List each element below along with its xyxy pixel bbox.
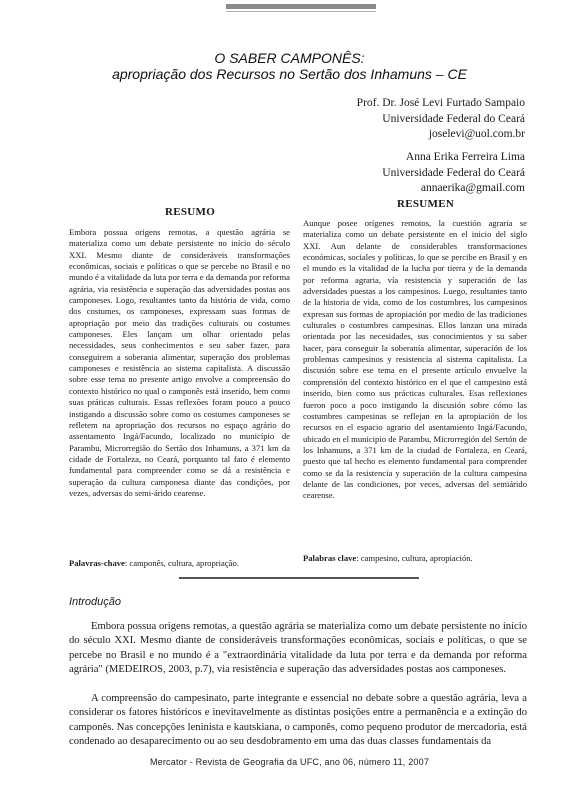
header-rule [226, 4, 376, 9]
author-block-1 [357, 96, 525, 143]
resumen-text: Aunque posee orígenes remotos, la cuestión agraria se materializa como un debate persistente en el inicio del siglo XXI. Aun delante de considerables transformaciones económicas, sociales y políticas, lo que se percibe en Brasil y en el mundo es la vitalidad de la lucha por tierra y de la demanda por reforma agraria, vía resistencia y superación de las adversidades puestas a los campesinos. Luego, resultantes tanto de la historia de vida, como de los costumbres, los campesinos expresan sus formas de apropiación por medio de las tradiciones culturales o costumbres campesinas. Ellos lanzan una mirada orientada por las necesidades, sus conocimientos y su saber hacer, para conseguir la soberanía alimentar, superación de los problemas campesinos y resistencia al sistema capitalista. La discusión sobre ese tema en el presente artículo envuelve la comprensión del contexto histórico en el que el campesino está inserido, bien como sus prácticas culturales. Esas reflexiones fueron poco a poco instigando la discusión sobre cómo las costumbres campesinas se reflejan en la apropiación de los recursos en el espacio agrario del asentamiento Ingá/Facundo, ubicado en el municipio de Parambu, Microrregión del Sertón de los Inhamuns, a 371 km de la ciudad de Fortaleza, en Ceará, puesto que tal hecho es elemento fundamental para comprender como se da la resistencia y superación de la cultura campesina delante de las condiciones, por veces, adversas del semiárido cearense. [303, 218, 527, 501]
author-email: annaerika@gmail.com [420, 182, 525, 194]
author-affiliation: Universidade Federal do Ceará [382, 166, 525, 179]
resumo-heading: RESUMO [165, 206, 216, 218]
author-name: Prof. Dr. José Levi Furtado Sampaio [356, 97, 525, 109]
keywords-value: : campesino, cultura, apropiación. [356, 553, 473, 563]
introduction-paragraph: A compreensão do campesinato, parte integrante e essencial no debate sobre a questão agrária, leva a considerar os fatores históricos e inevitavelmente as distintas posições entre a permanência e a extinção do camponês. Nas concepções leninista e kautskiana, o camponês, como pequeno produtor de mercadoria, está condenado ao desaparecimento ou ao seu desdobramento em uma das duas classes fundamentais da [69, 693, 527, 748]
author-block-2 [382, 150, 525, 197]
section-divider [179, 577, 419, 579]
author-email: joselevi@uol.com.br [428, 128, 525, 140]
author-affiliation: Universidade Federal do Ceará [382, 112, 525, 125]
journal-footer: Mercator - Revista de Geografia da UFC, ano 06, número 11, 2007 [149, 757, 430, 767]
resumen-keywords [303, 553, 473, 563]
introduction-heading: Introdução [69, 596, 121, 608]
keywords-value: : camponês, cultura, apropriação. [124, 558, 239, 568]
resumen-heading: RESUMEN [397, 198, 455, 210]
introduction-paragraph: Embora possua origens remotas, a questão agrária se materializa como um debate persistente no início do século XXI. Mesmo diante de consideráveis transformações econômicas, sociais e políticas, o que se percebe no Brasil e no mundo é a "extraordinária vitalidade da luta por terra e da demanda por reforma agrária" (MEDEIROS, 2003, p.7), via resistência e superação das adversidades postas aos camponeses. [69, 621, 527, 676]
article-subtitle: apropriação dos Recursos no Sertão dos Inhamuns – CE [112, 66, 467, 82]
keywords-label: Palavras-chave [69, 558, 125, 568]
author-name: Anna Erika Ferreira Lima [405, 151, 525, 163]
header-rule-thin [226, 11, 376, 12]
keywords-label: Palabras clave [303, 553, 357, 563]
resumo-keywords [69, 558, 239, 568]
article-title: O SABER CAMPONÊS: [214, 50, 365, 66]
resumo-text: Embora possua origens remotas, a questão agrária se materializa como um debate persistente no início do século XXI. Mesmo diante de consideráveis transformações econômicas, sociais e políticas o que se percebe no Brasil e no mundo é a vitalidade da luta por terra e da demanda por reforma agrária, via resistência e superação das adversidades postas aos camponeses. Logo, resultantes tanto da história de vida, como dos costumes, os camponeses, expressam suas formas de apropriação por meio das tradições culturais ou costumes camponeses. Eles lançam um olhar orientado pelas necessidades, seus conhecimentos e seu saber fazer, para conseguirem a soberania alimentar, superação dos problemas camponeses e resistência ao sistema capitalista. A discussão sobre esse tema no presente artigo envolve a compreensão do contexto histórico no qual o camponês está inserido, bem como suas práticas culturais. Essas reflexões foram pouco a pouco instigando a discussão sobre como os costumes camponeses se refletem na apropriação dos recursos no espaço agrário do assentamento Ingá/Facundo, localizado no município de Parambu, Microrregião do Sertão dos Inhamuns, a 371 km da cidade de Fortaleza, no Ceará, porquanto tal fato é elemento fundamental para compreender como se dá a resistência e superação da cultura camponesa diante das condições, por vezes, adversas do semi-árido cearense. [69, 227, 290, 498]
